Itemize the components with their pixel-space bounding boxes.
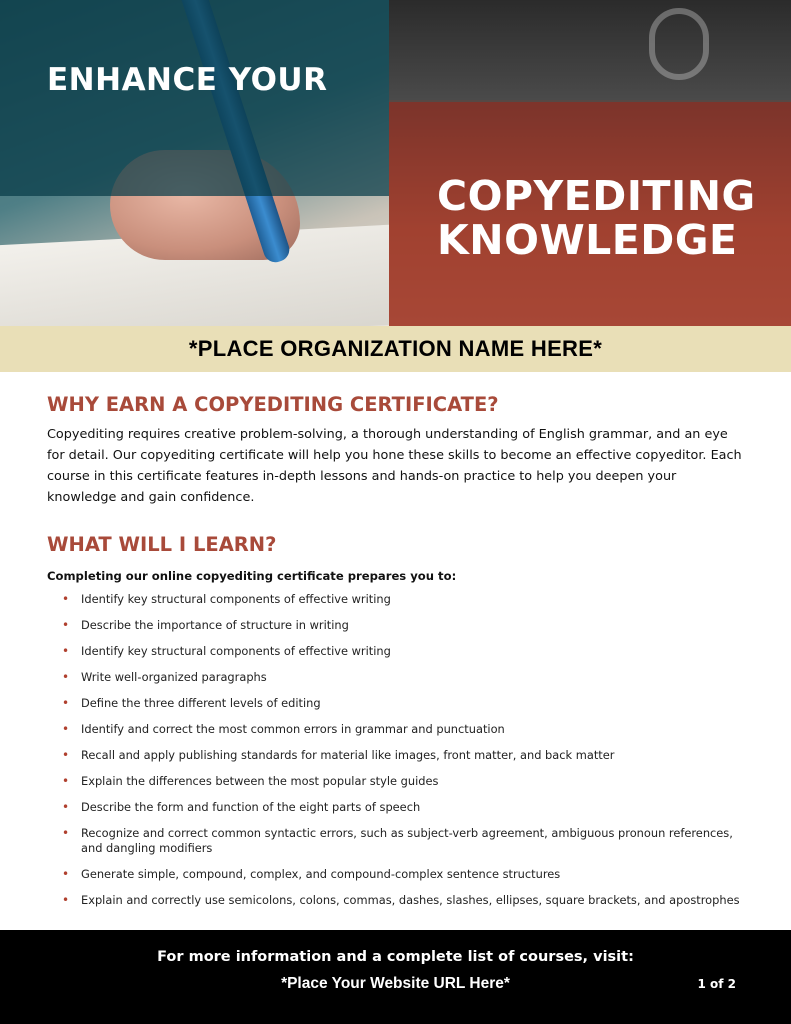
list-item [47, 722, 747, 737]
bullet-icon: • [62, 618, 70, 632]
bullet-icon: • [62, 644, 70, 658]
learn-heading: WHAT WILL I LEARN? [47, 533, 277, 556]
website-url-link[interactable]: *Place Your Website URL Here* [281, 975, 510, 992]
list-item [47, 893, 747, 908]
learn-list [47, 592, 747, 908]
organization-name: *PLACE ORGANIZATION NAME HERE* [188, 336, 603, 361]
bullet-icon: • [62, 867, 70, 881]
list-item [47, 826, 747, 856]
list-item [47, 644, 747, 659]
list-item [47, 696, 747, 711]
list-item-text: Identify and correct the most common errors in grammar and punctuation [81, 722, 505, 736]
hero-title-enhance: ENHANCE YOUR [47, 62, 328, 98]
list-item-text: Identify key structural components of effective writing [81, 592, 391, 606]
footer [0, 930, 791, 1024]
list-item-text: Explain and correctly use semicolons, colons, commas, dashes, slashes, ellipses, square brackets, and apostrophes [81, 893, 740, 907]
list-item [47, 800, 747, 815]
teal-overlay [0, 0, 389, 196]
bullet-icon: • [62, 800, 70, 814]
why-heading: WHY EARN A COPYEDITING CERTIFICATE? [47, 393, 499, 416]
list-item [47, 748, 747, 763]
list-item [47, 618, 747, 633]
chalk-mark [649, 8, 709, 80]
list-item [47, 670, 747, 685]
main-content [47, 392, 747, 919]
list-item [47, 592, 747, 607]
hero-title-copyediting: COPYEDITING KNOWLEDGE [437, 172, 756, 264]
bullet-icon: • [62, 826, 70, 840]
list-item-text: Identify key structural components of effective writing [81, 644, 391, 658]
list-item-text: Describe the form and function of the eight parts of speech [81, 800, 421, 814]
list-item-text: Recognize and correct common syntactic errors, such as subject-verb agreement, ambiguous pronoun references, and dangling modifiers [81, 826, 733, 855]
bullet-icon: • [62, 670, 70, 684]
bullet-icon: • [62, 592, 70, 606]
chalkboard [389, 0, 791, 100]
why-body: Copyediting requires creative problem-solving, a thorough understanding of English grammar, and an eye for detail. Our copyediting certificate will help you hone these skills to become an effective copyeditor. Each course in this certificate features in-depth lessons and hands-on practice to help you deepen your knowledge and gain confidence. [47, 427, 742, 505]
footer-info: For more information and a complete list of courses, visit: [157, 949, 634, 965]
list-item [47, 774, 747, 789]
list-item [47, 867, 747, 882]
list-item-text: Explain the differences between the most popular style guides [81, 774, 439, 788]
page-number: 1 of 2 [697, 977, 736, 991]
list-item-text: Generate simple, compound, complex, and compound-complex sentence structures [81, 867, 561, 881]
bullet-icon: • [62, 893, 70, 907]
list-item-text: Recall and apply publishing standards for material like images, front matter, and back matter [81, 748, 615, 762]
bullet-icon: • [62, 696, 70, 710]
list-item-text: Define the three different levels of editing [81, 696, 321, 710]
bullet-icon: • [62, 722, 70, 736]
hero-photo-writing [0, 0, 389, 326]
hero-banner [0, 0, 791, 326]
bullet-icon: • [62, 774, 70, 788]
bullet-icon: • [62, 748, 70, 762]
list-item-text: Describe the importance of structure in writing [81, 618, 349, 632]
hero-photo-classroom [389, 0, 791, 326]
learn-lead: Completing our online copyediting certificate prepares you to: [47, 569, 457, 583]
list-item-text: Write well-organized paragraphs [81, 670, 267, 684]
organization-banner [0, 326, 791, 372]
